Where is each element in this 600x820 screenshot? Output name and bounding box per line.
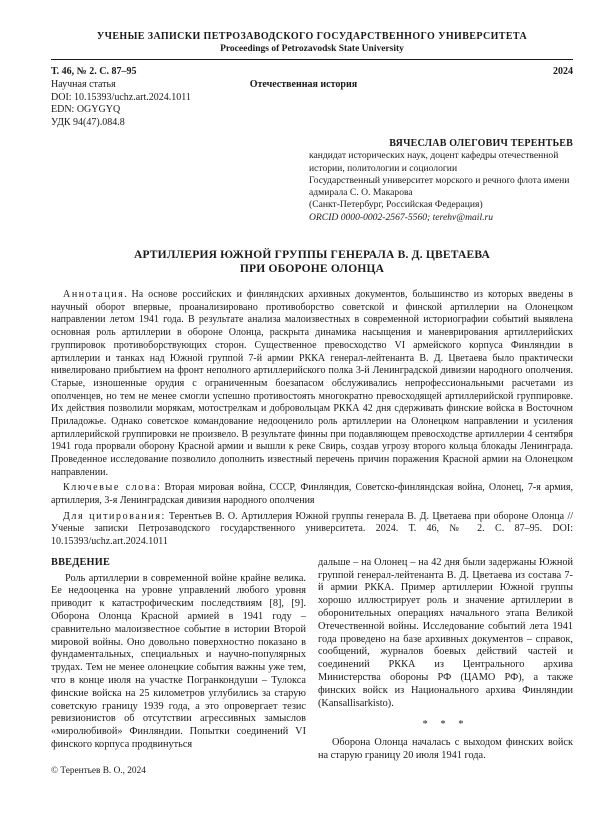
- journal-title-ru: УЧЕНЫЕ ЗАПИСКИ ПЕТРОЗАВОДСКОГО ГОСУДАРСТВЕННОГО УНИВЕРСИТЕТА: [96, 31, 528, 42]
- right-column: [318, 557, 573, 763]
- volume-pages: Т. 46, № 2. С. 87–95: [51, 66, 137, 77]
- udk-line: УДК 94(47).084.8: [51, 117, 125, 129]
- author-affiliation: Государственный университет морского и речного флота имени адмирала С. О. Макарова: [309, 174, 570, 199]
- journal-title-en: Proceedings of Petrozavodsk State University: [220, 44, 404, 54]
- right-column-paragraph-2: Оборона Олонца началась с выходом финских войск на старую границу 20 июля 1941 года.: [318, 737, 573, 761]
- article-title-line2: ПРИ ОБОРОНЕ ОЛОНЦА: [239, 263, 385, 276]
- left-column: [51, 557, 306, 763]
- doi-line: DOI: 10.15393/uchz.art.2024.1011: [51, 91, 191, 103]
- left-column-paragraph: Роль артиллерии в современной войне крайне велика. Ее недооценка на уровне управлений любого уровня приводит к катастрофическим последствиям [8], [9]. Оборона Олонца Красной армией в 1941 году – сравнительно малоизвестное событие в истории Второй мировой войны. Оно довольно поверхностно показано в фундаментальных, специальных и научно-популярных трудах. Тем не менее олонецкие события важны уже тем, что в конце июля на участке Погранкондуши – Тулокса финские войска на 25 километров углубились за старую советскую границу 1939 года, а это опровергает тезис ревизионистов об отсутствии агрессивных замыслов «миролюбивой» Финляндии. Попытки соединений VI финского корпуса продвинуться: [51, 572, 306, 750]
- introduction-heading: ВВЕДЕНИЕ: [51, 556, 111, 568]
- section-separator: * * *: [422, 719, 469, 731]
- copyright-line: © Терентьев В. О., 2024: [51, 766, 146, 776]
- keywords-paragraph: [51, 482, 573, 507]
- journal-section: Отечественная история: [249, 78, 358, 90]
- citation-text: Терентьев В. О. Артиллерия Южной группы генерала В. Д. Цветаева при обороне Олонца // Ученые записки Петрозаводского государственного университета. 2024. Т. 46, № 2. С. 87–95. DOI: 10.15393/uchz.art.2024.1011: [51, 510, 574, 548]
- author-location: (Санкт-Петербург, Российская Федерация): [309, 199, 483, 211]
- article-title: [51, 248, 573, 276]
- abstract-text: На основе российских и финляндских архивных документов, большинство из которых введены в научный оборот впервые, проанализировано противоборство советской и финской артиллерии на Олонецком направлении летом 1941 года. В результате анализа малоизвестных в современной историографии событий выявлена основная роль артиллерии в обороне Олонца, раскрыта динамика насыщения и маневрирования артиллерийских группировок противоборствующих сторон. Существенное превосходство VI армейского корпуса Финляндии в артиллерии и танках над Южной группой 7-й армии РККА генерал-лейтенанта В. Д. Цветаева было практически нивелировано прибытием на фронт неполного артиллерийского полка 3-й Ленинградской дивизии народного ополчения. Старые, изношенные орудия с ограниченным боезапасом обслуживались непрофессиональными расчетами из ополченцев, но тем не менее смогли успешно противостоять многократно превосходящей артиллерийской группировке. Их действия позволили морякам, мотострелкам и добровольцам РККА 42 дня сдерживать финские войска в Восточном Приладожье. Однако советское командование недооценило роль артиллерии на Олонецком направлении и усиления артиллерийской группировки не произвело. В результате финны при подавляющем превосходстве артиллерии 4 сентября 1941 года прорвали оборону Красной армии и вышли к реке Свирь, создав угрозу второго кольца блокады Ленинграда. Проведенное исследование позволило дополнить известный перечень причин поражения Красной армии на Олонецком направлении.: [51, 289, 573, 478]
- author-degree: кандидат исторических наук, доцент кафедры отечественной истории, политологии и социологии: [309, 150, 559, 174]
- author-orcid-email: ORCID 0000-0002-2567-5560; terehv@mail.ru: [309, 211, 494, 223]
- citation-paragraph: [51, 511, 573, 549]
- right-column-paragraph-1: дальше – на Олонец – на 42 дня были задержаны Южной группой генерал-лейтенанта В. Д. Цветаева из состава 7-й армии РККА. Пример артиллерии Южной группы хорошо иллюстрирует роль и значение артиллерии в оборонительных операциях начального этапа Великой Отечественной войны. Исследование событий лета 1941 года проведено на базе архивных документов – справок, сообщений, журналов боевых действий частей и соединений РККА из Центрального архива Министерства обороны РФ (ЦАМО РФ), а также финских войск из Национального архива Финляндии (Kansallisarkisto).: [318, 556, 573, 709]
- header-divider: [51, 59, 573, 60]
- abstract-paragraph: [51, 289, 573, 479]
- article-type: Научная статья: [51, 78, 116, 90]
- keywords-label: Ключевые слова:: [63, 482, 162, 494]
- volume-year-row: [51, 66, 573, 79]
- journal-header: [51, 30, 573, 60]
- body-columns: [51, 557, 573, 763]
- edn-line: EDN: OGYGYQ: [51, 104, 121, 116]
- article-title-line1: АРТИЛЛЕРИЯ ЮЖНОЙ ГРУППЫ ГЕНЕРАЛА В. Д. ЦВЕТАЕВА: [133, 249, 491, 262]
- abstract-label: Аннотация.: [63, 289, 129, 301]
- issue-meta: [51, 66, 573, 130]
- issue-year: 2024: [553, 66, 573, 77]
- citation-label: Для цитирования:: [63, 510, 166, 522]
- keywords-text: Вторая мировая война, СССР, Финляндия, Советско-финляндская война, Олонец, 7-я армия, артиллерия, 3-я Ленинградская дивизия народного ополчения: [51, 482, 573, 507]
- type-section-row: [51, 79, 573, 92]
- author-name: ВЯЧЕСЛАВ ОЛЕГОВИЧ ТЕРЕНТЬЕВ: [389, 137, 573, 149]
- author-block: [309, 138, 573, 224]
